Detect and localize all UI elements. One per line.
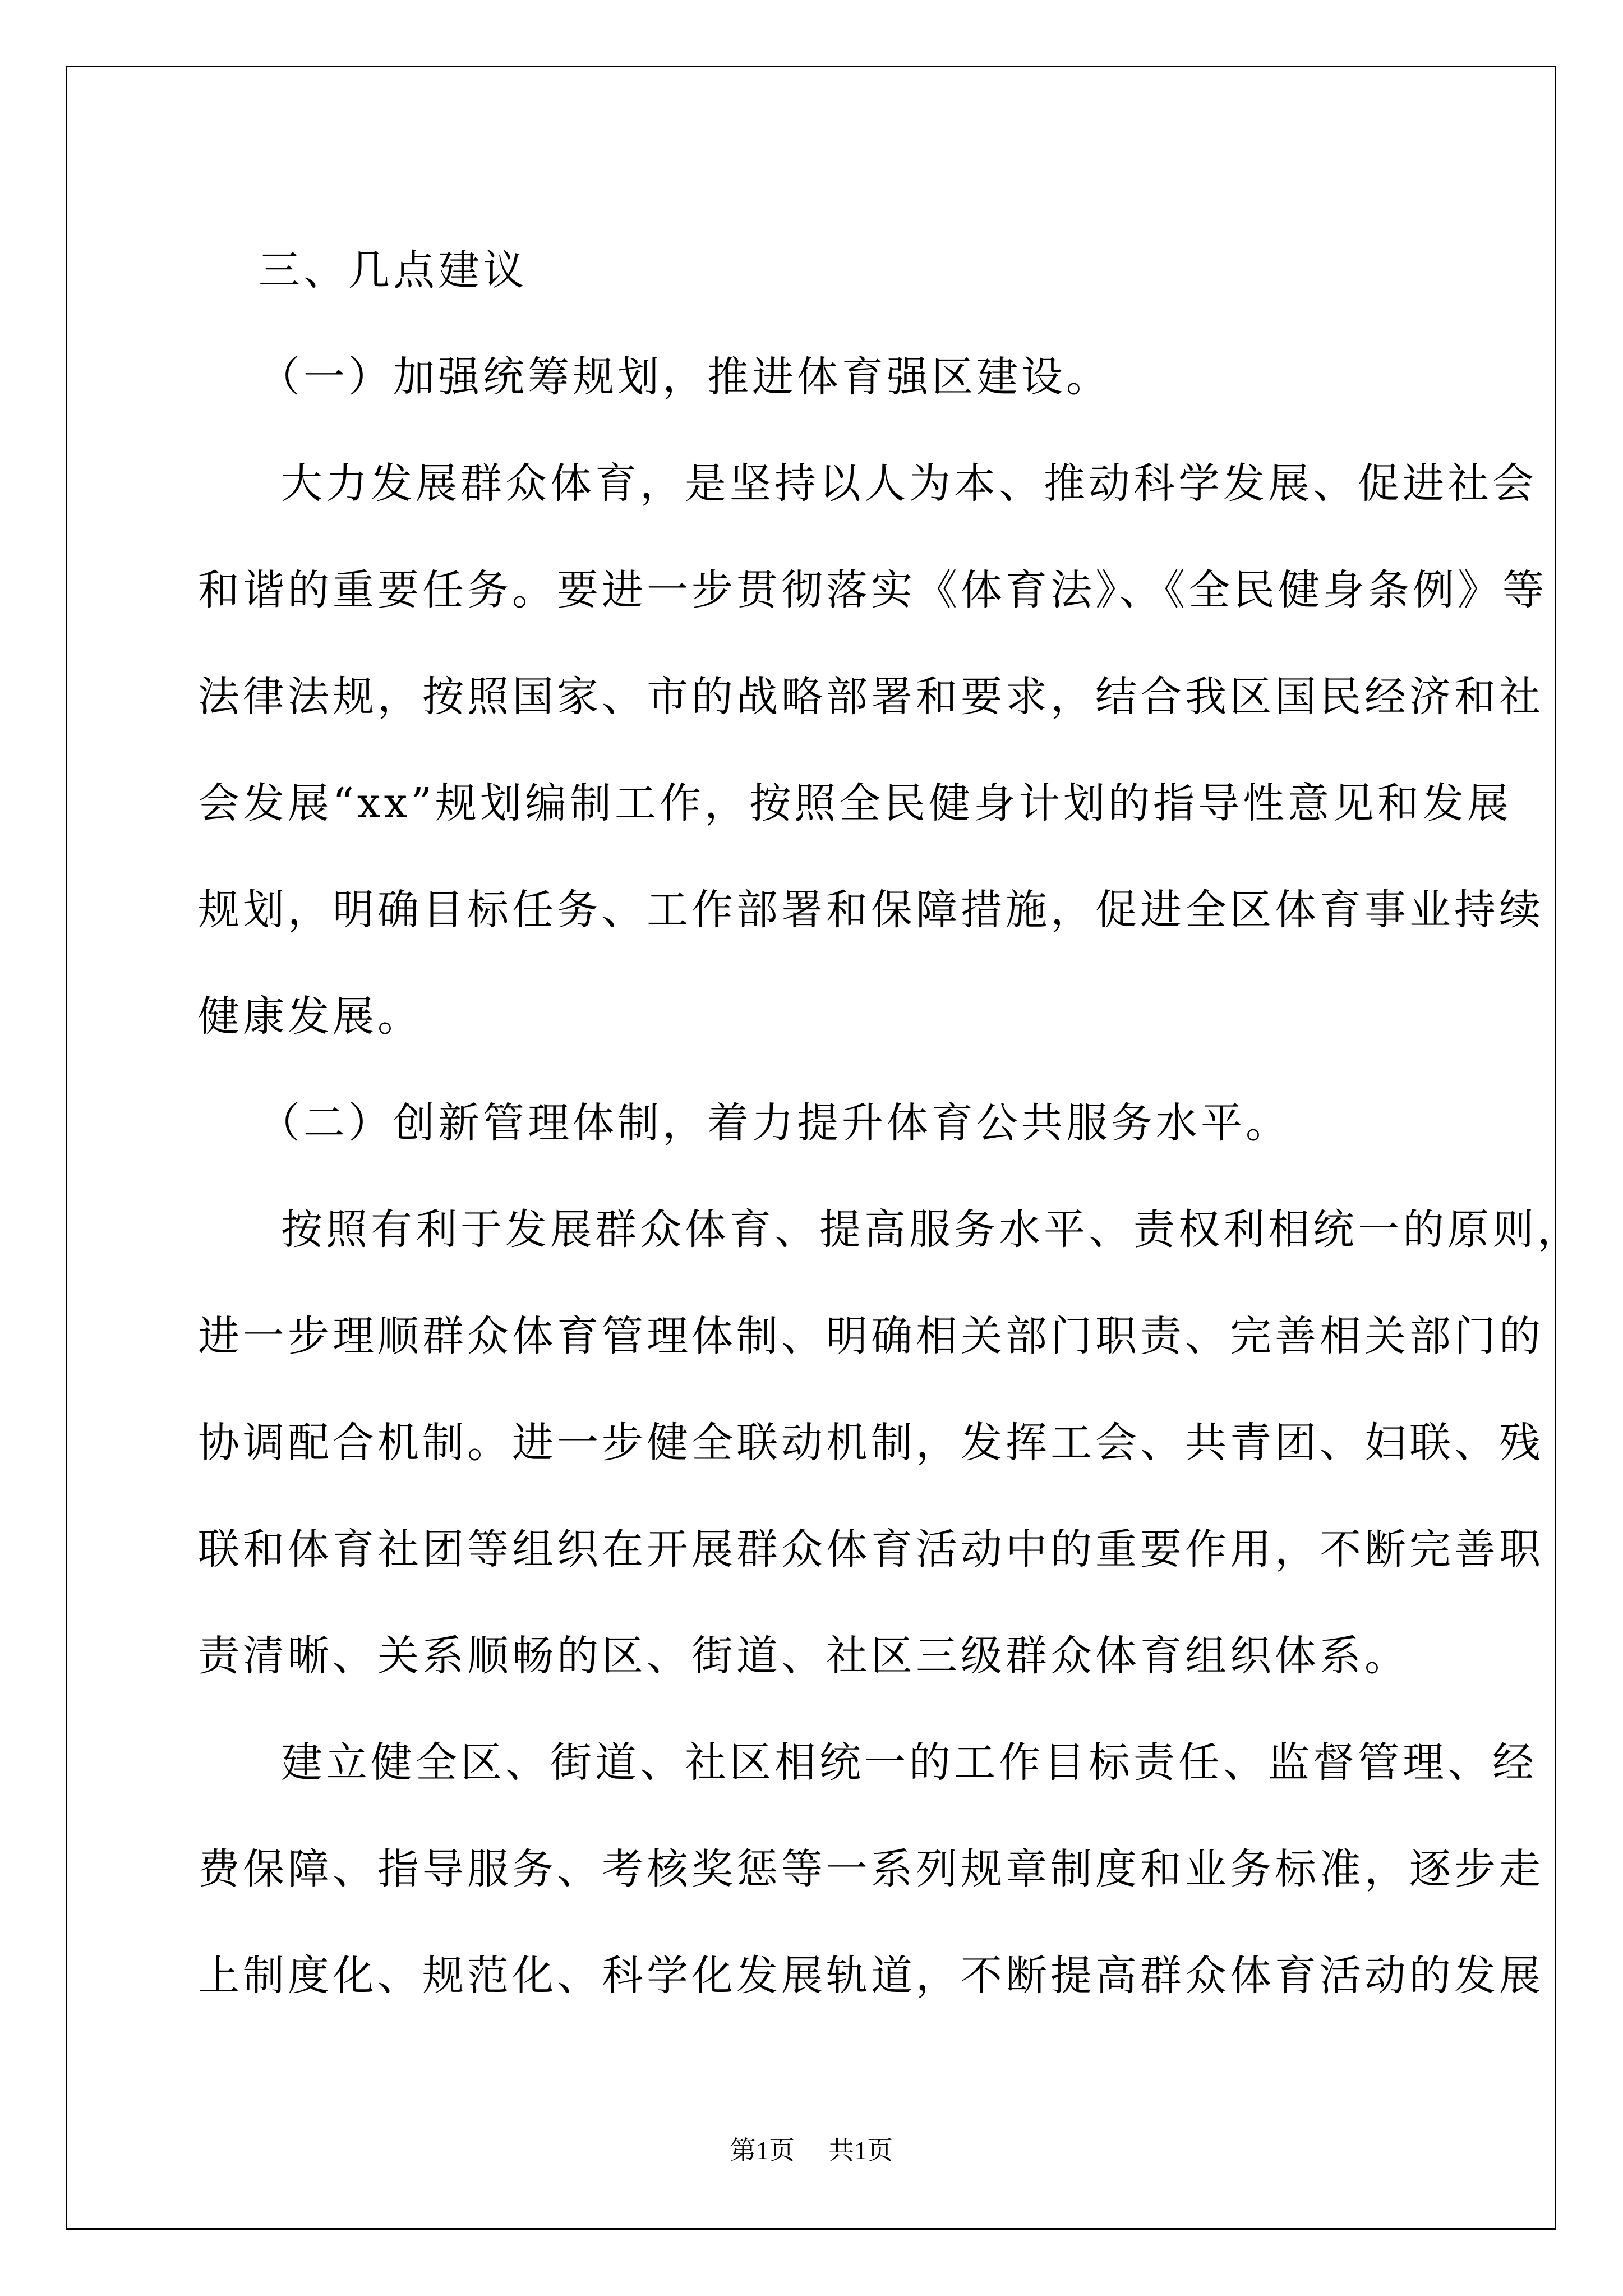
paragraph-line: 大力发展群众体育，是坚持以人为本、推动科学发展、促进社会	[281, 459, 1537, 508]
paragraph-line: 按照有利于发展群众体育、提高服务水平、责权利相统一的原则，	[281, 1205, 1582, 1254]
paragraph-line: 会发展“xx”规划编制工作，按照全民健身计划的指导性意见和发展	[198, 779, 1513, 827]
paragraph-line: 费保障、指导服务、考核奖惩等一系列规章制度和业务标准，逐步走	[198, 1845, 1544, 1893]
page-number-total: 共1页	[828, 2136, 893, 2165]
paragraph-line: 和谐的重要任务。要进一步贯彻落实《体育法》、《全民健身条例》等	[198, 566, 1547, 614]
paragraph-line: 责清晰、关系顺畅的区、街道、社区三级群众体育组织体系。	[198, 1632, 1409, 1680]
section-title: 三、几点建议	[259, 246, 528, 295]
paragraph-line: 进一步理顺群众体育管理体制、明确相关部门职责、完善相关部门的	[198, 1312, 1544, 1360]
paragraph-line: 法律法规，按照国家、市的战略部署和要求，结合我区国民经济和社	[198, 673, 1544, 721]
document-body	[198, 217, 1582, 2029]
subsection-heading-2: （二）创新管理体制，着力提升体育公共服务水平。	[259, 1099, 1290, 1147]
paragraph-line: 联和体育社团等组织在开展群众体育活动中的重要作用，不断完善职	[198, 1525, 1544, 1573]
page-footer	[0, 2130, 1623, 2167]
paragraph-line: 上制度化、规范化、科学化发展轨道，不断提高群众体育活动的发展	[198, 1952, 1544, 2000]
paragraph-line: 健康发展。	[198, 992, 422, 1041]
subsection-heading-1: （一）加强统筹规划，推进体育强区建设。	[259, 353, 1111, 401]
page-number-current: 第1页	[730, 2136, 795, 2165]
paragraph-line: 协调配合机制。进一步健全联动机制，发挥工会、共青团、妇联、残	[198, 1419, 1544, 1467]
paragraph-line: 建立健全区、街道、社区相统一的工作目标责任、监督管理、经	[281, 1738, 1537, 1787]
paragraph-line: 规划，明确目标任务、工作部署和保障措施，促进全区体育事业持续	[198, 886, 1544, 934]
